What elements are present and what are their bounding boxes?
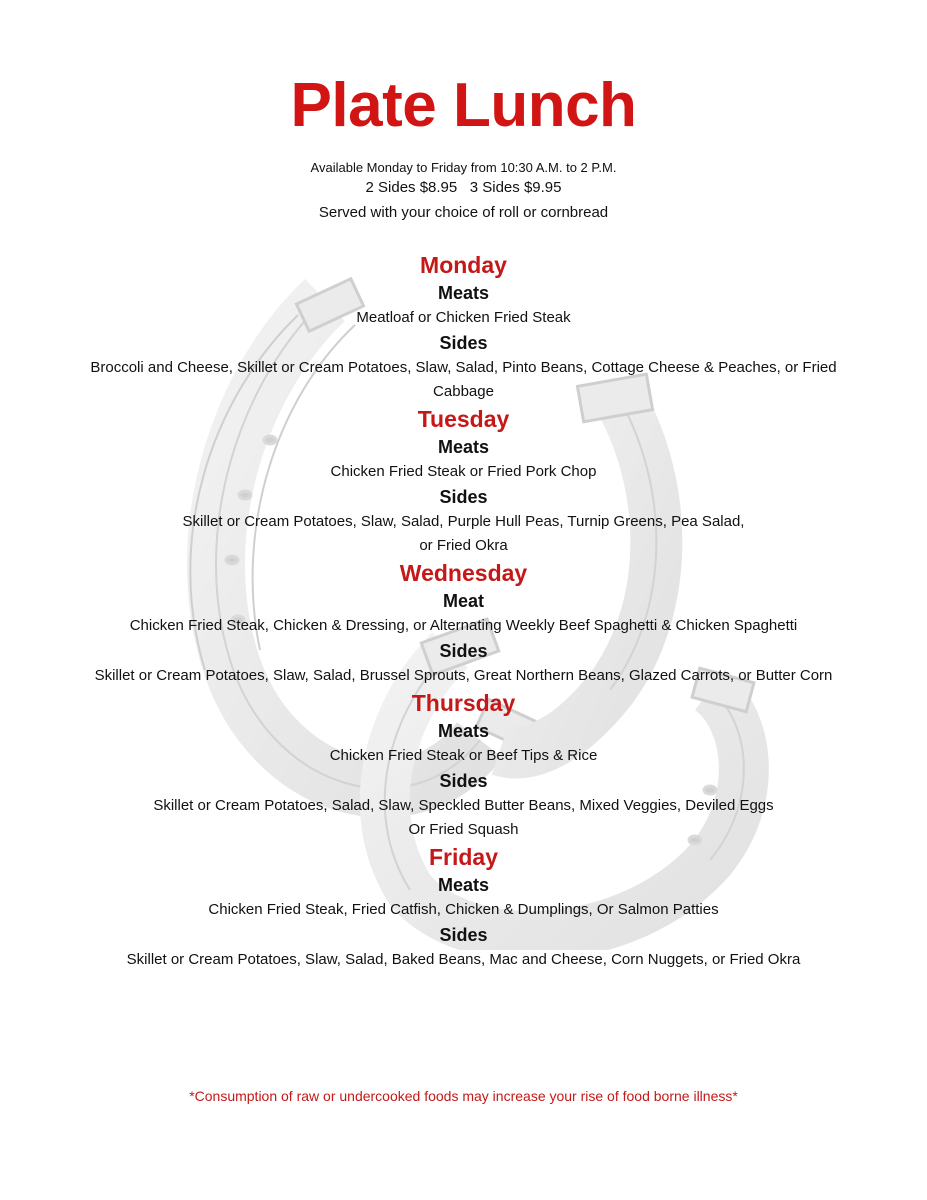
day-thursday <box>40 688 887 842</box>
sides-line: Skillet or Cream Potatoes, Slaw, Salad, Brussel Sprouts, Great Northern Beans, Glazed Carrots, or Butter Corn <box>94 667 833 684</box>
day-heading: Tuesday <box>417 406 510 432</box>
meats-heading: Meat <box>442 591 484 611</box>
sides-heading: Sides <box>439 487 488 507</box>
sides-line: Skillet or Cream Potatoes, Slaw, Salad, Baked Beans, Mac and Cheese, Corn Nuggets, or Fried Okra <box>126 951 801 968</box>
day-tuesday <box>40 404 887 558</box>
served-with-text: Served with your choice of roll or cornbread <box>318 204 609 221</box>
sides-line: or Fried Okra <box>419 537 508 554</box>
day-monday <box>40 250 887 404</box>
sides-heading: Sides <box>439 771 488 791</box>
meats-line: Chicken Fried Steak or Beef Tips & Rice <box>329 747 598 764</box>
sides-heading: Sides <box>439 333 488 353</box>
daily-menu <box>40 250 887 972</box>
day-heading: Friday <box>428 844 499 870</box>
sides-line: Broccoli and Cheese, Skillet or Cream Potatoes, Slaw, Salad, Pinto Beans, Cottage Cheese & Peaches, or Fried <box>90 359 837 376</box>
sides-heading: Sides <box>439 641 488 661</box>
meats-line: Chicken Fried Steak or Fried Pork Chop <box>330 463 597 480</box>
meats-heading: Meats <box>437 875 490 895</box>
sides-line: Cabbage <box>433 383 494 400</box>
sides-line: Or Fried Squash <box>408 821 519 838</box>
food-safety-disclaimer: *Consumption of raw or undercooked foods may increase your rise of food borne illness* <box>189 1088 738 1104</box>
meats-line: Meatloaf or Chicken Fried Steak <box>356 309 571 326</box>
sides-line: Skillet or Cream Potatoes, Salad, Slaw, Speckled Butter Beans, Mixed Veggies, Deviled Eggs <box>153 797 774 814</box>
sides-line: Skillet or Cream Potatoes, Slaw, Salad, Purple Hull Peas, Turnip Greens, Pea Salad, <box>182 513 745 530</box>
meats-line: Chicken Fried Steak, Fried Catfish, Chicken & Dumplings, Or Salmon Patties <box>208 901 719 918</box>
menu-title: Plate Lunch <box>290 71 637 140</box>
day-wednesday <box>40 558 887 688</box>
sides-heading: Sides <box>439 925 488 945</box>
meats-heading: Meats <box>437 721 490 741</box>
price-text: 2 Sides $8.95 3 Sides $9.95 <box>365 179 562 196</box>
day-friday <box>40 842 887 972</box>
availability-text: Available Monday to Friday from 10:30 A.M. to 2 P.M. <box>310 160 617 175</box>
meats-heading: Meats <box>437 437 490 457</box>
day-heading: Wednesday <box>399 560 528 586</box>
meats-heading: Meats <box>437 283 490 303</box>
meats-line: Chicken Fried Steak, Chicken & Dressing, or Alternating Weekly Beef Spaghetti & Chicken Spaghetti <box>129 617 798 634</box>
day-heading: Thursday <box>411 690 516 716</box>
day-heading: Monday <box>420 252 507 278</box>
